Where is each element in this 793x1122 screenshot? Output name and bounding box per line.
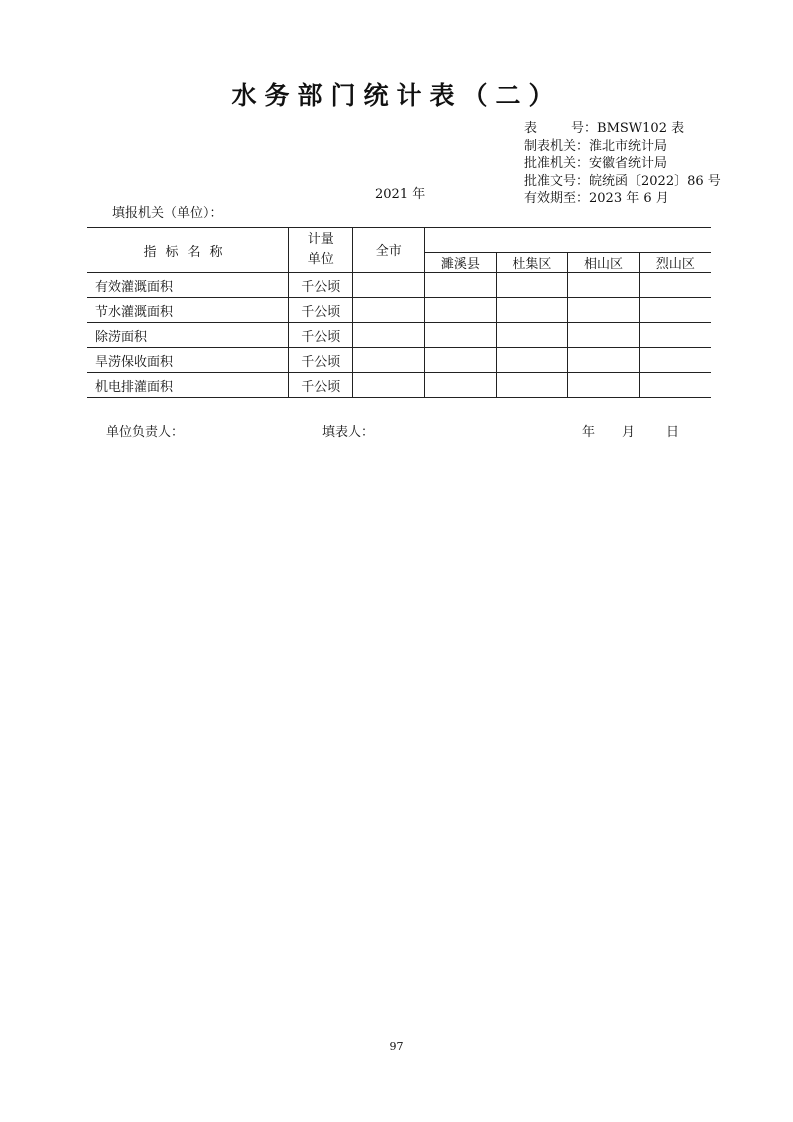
header-district: 杜集区	[496, 253, 568, 273]
cell-district[interactable]	[496, 373, 568, 398]
header-unit	[289, 228, 353, 273]
cell-district[interactable]	[639, 373, 711, 398]
table-row	[87, 348, 711, 373]
table-row	[87, 373, 711, 398]
footer-filler: 填表人：	[322, 425, 375, 440]
statistics-table	[87, 227, 711, 398]
meta-row-form-number	[524, 120, 721, 138]
table-row	[87, 273, 711, 298]
cell-district[interactable]	[568, 273, 640, 298]
cell-district[interactable]	[425, 323, 497, 348]
table-row	[87, 323, 711, 348]
cell-city-total[interactable]	[353, 348, 425, 373]
cell-city-total[interactable]	[353, 273, 425, 298]
meta-value-approver: 安徽省统计局	[589, 156, 668, 171]
row-indicator: 有效灌溉面积	[87, 273, 289, 298]
cell-district[interactable]	[639, 273, 711, 298]
cell-district[interactable]	[568, 298, 640, 323]
footer-responsible: 单位负责人：	[106, 425, 185, 440]
page-number: 97	[389, 1040, 404, 1053]
meta-key-approver: 批准机关：	[524, 156, 590, 171]
form-metadata	[524, 120, 721, 208]
meta-key-approval-no: 批准文号：	[524, 173, 590, 189]
meta-key-valid-until: 有效期至：	[524, 191, 590, 206]
cell-district[interactable]	[496, 273, 568, 298]
cell-district[interactable]	[568, 373, 640, 398]
footer-date-month: 月	[622, 425, 636, 440]
cell-district[interactable]	[496, 323, 568, 348]
cell-city-total[interactable]	[353, 298, 425, 323]
meta-row-valid-until	[524, 190, 721, 208]
row-indicator: 除涝面积	[87, 323, 289, 348]
header-city-total: 全市	[353, 228, 425, 273]
meta-key-form-number: 表 号	[524, 121, 584, 136]
row-unit: 千公顷	[289, 373, 353, 398]
page-title: 水务部门统计表（二）	[231, 81, 562, 110]
cell-district[interactable]	[568, 348, 640, 373]
report-year: 2021 年	[375, 187, 426, 202]
meta-value-valid-until: 2023 年 6 月	[589, 191, 669, 206]
reporter-label: 填报机关（单位）：	[112, 206, 223, 221]
header-unit-line1: 计量	[307, 232, 334, 247]
meta-row-approval-no	[524, 173, 721, 191]
row-unit: 千公顷	[289, 298, 353, 323]
header-district: 烈山区	[639, 253, 711, 273]
table-row	[87, 298, 711, 323]
meta-row-issuer	[524, 138, 721, 156]
meta-value-form-number: BMSW102 表	[597, 121, 685, 136]
meta-key-issuer: 制表机关：	[524, 138, 590, 154]
row-unit: 千公顷	[289, 273, 353, 298]
cell-district[interactable]	[425, 373, 497, 398]
cell-district[interactable]	[496, 298, 568, 323]
meta-colon: ：	[584, 121, 598, 136]
cell-district[interactable]	[425, 273, 497, 298]
header-indicator-name: 指标名称	[87, 228, 289, 273]
header-district: 相山区	[568, 253, 640, 273]
header-district: 濉溪县	[425, 253, 497, 273]
meta-value-approval-no: 皖统函〔2022〕86 号	[589, 173, 721, 189]
row-indicator: 旱涝保收面积	[87, 348, 289, 373]
cell-district[interactable]	[425, 348, 497, 373]
cell-district[interactable]	[425, 298, 497, 323]
cell-district[interactable]	[639, 298, 711, 323]
row-indicator: 节水灌溉面积	[87, 298, 289, 323]
cell-city-total[interactable]	[353, 323, 425, 348]
cell-district[interactable]	[639, 323, 711, 348]
cell-district[interactable]	[639, 348, 711, 373]
header-district-group	[425, 228, 711, 253]
footer-date-year: 年	[582, 425, 596, 440]
footer-date-day: 日	[666, 425, 680, 440]
cell-district[interactable]	[496, 348, 568, 373]
meta-row-approver	[524, 155, 721, 173]
row-unit: 千公顷	[289, 323, 353, 348]
cell-district[interactable]	[568, 323, 640, 348]
meta-value-issuer: 淮北市统计局	[589, 138, 668, 154]
cell-city-total[interactable]	[353, 373, 425, 398]
row-unit: 千公顷	[289, 348, 353, 373]
header-unit-line2: 单位	[307, 252, 334, 267]
row-indicator: 机电排灌面积	[87, 373, 289, 398]
